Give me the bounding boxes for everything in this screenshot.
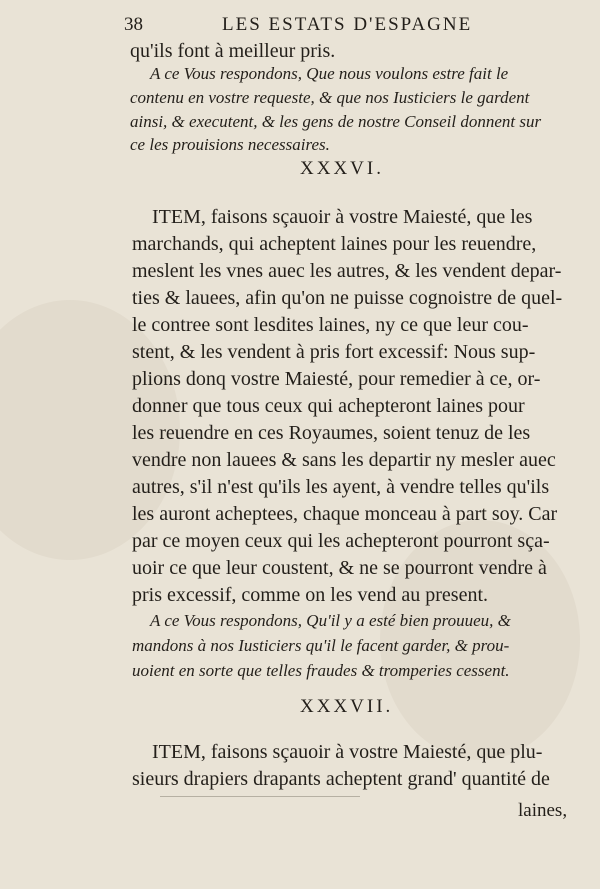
body-line: uoir ce que leur coustent, & ne se pourront vendre à [132,557,547,579]
response-line: mandons à nos Iusticiers qu'il le facent garder, & prou- [132,636,510,655]
body-line: marchands, qui acheptent laines pour les reuendre, [132,233,537,255]
catchword: laines, [518,800,568,821]
body-line: ITEM, faisons sçauoir à vostre Maiesté, que plu- [152,741,543,763]
body-line: plions donq vostre Maiesté, pour remedier à ce, or- [132,368,541,390]
body-line: ITEM, faisons sçauoir à vostre Maiesté, que les [152,206,533,228]
body-line: les auront acheptees, chaque monceau à part soy. Car [132,503,558,525]
page-number: 38 [124,14,143,35]
page-header [0,14,600,38]
continuation-line: qu'ils font à meilleur pris. [130,40,336,62]
body-line: meslent les vnes auec les autres, & les vendent depar- [132,260,562,282]
response-line: ainsi, & executent, & les gens de nostre Conseil donnent sur [130,112,542,131]
printer-rule [160,796,360,797]
body-line: ties & lauees, afin qu'on ne puisse cognoistre de quel- [132,287,563,309]
response-line: uoient en sorte que telles fraudes & tromperies cessent. [132,661,510,680]
body-line: les reuendre en ces Royaumes, soient tenuz de les [132,422,531,444]
body-line: le contree sont lesdites laines, ny ce que leur cou- [132,314,529,336]
body-line: pris excessif, comme on les vend au present. [132,584,489,606]
article-heading: XXXVI. [300,158,384,179]
body-line: donner que tous ceux qui achepteront laines pour [132,395,525,417]
response-line: A ce Vous respondons, Que nous voulons estre fait le [150,64,509,83]
body-line: vendre non lauees & sans les departir ny mesler auec [132,449,556,471]
response-line: ce les prouisions necessaires. [130,135,330,154]
response-line: A ce Vous respondons, Qu'il y a esté bien prouueu, & [150,611,511,630]
body-line: autres, s'il n'est qu'ils les ayent, à vendre telles qu'ils [132,476,550,498]
body-line: sieurs drapiers drapants acheptent grand' quantité de [132,768,550,790]
article-heading: XXXVII. [300,696,394,717]
body-line: stent, & les vendent à pris fort excessif: Nous sup- [132,341,536,363]
running-title: LES ESTATS D'ESPAGNE [222,14,473,35]
body-line: par ce moyen ceux qui les achepteront pourront sça- [132,530,550,552]
response-line: contenu en vostre requeste, & que nos Iusticiers le gardent [130,88,530,107]
